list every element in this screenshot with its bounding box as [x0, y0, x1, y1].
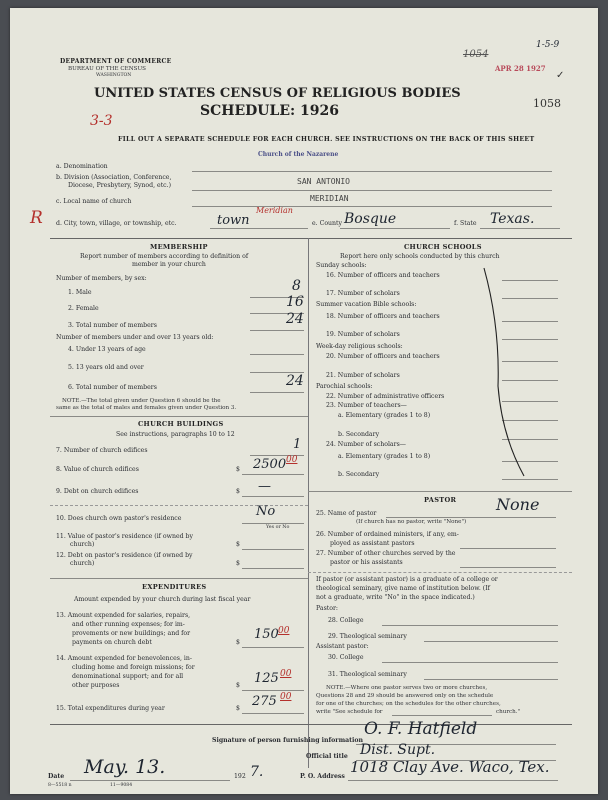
q12-label: 12. Debt on pastor's residence (if owned by — [56, 552, 193, 559]
pastor-name-value: None — [496, 495, 540, 514]
q15-label: 15. Total expenditures during year — [56, 705, 165, 712]
q28-label: 28. College — [328, 617, 364, 624]
q7-label: 7. Number of church edifices — [56, 447, 148, 454]
q3-label: 3. Total number of members — [68, 322, 157, 329]
q24-label: 24. Number of scholars— — [326, 441, 406, 448]
date-label: Date — [48, 773, 65, 780]
q6-value: 24 — [286, 373, 304, 389]
local-name-value: MERIDIAN — [310, 194, 349, 203]
state-label: f. State — [454, 220, 477, 227]
q14-value: 125 — [254, 671, 279, 686]
form-title: UNITED STATES CENSUS OF RELIGIOUS BODIES — [94, 86, 461, 101]
q10-value: No — [256, 504, 276, 519]
q11-label-2: church) — [70, 541, 95, 548]
q4-label: 4. Under 13 years of age — [68, 346, 146, 353]
q27-label: 27. Number of other churches served by the — [316, 550, 456, 557]
top-date: 1-5-9 — [536, 40, 560, 50]
q18-label: 18. Number of officers and teachers — [326, 313, 440, 320]
q15-cents: 00 — [280, 692, 292, 702]
signature-value: O. F. Hatfield — [364, 719, 478, 739]
q8-value: 2500 — [253, 457, 287, 472]
q9-label: 9. Debt on church edifices — [56, 488, 139, 495]
membership-note: NOTE.—The total given under Question 6 should be the — [62, 398, 221, 404]
year-value: 7. — [250, 764, 264, 780]
state-value: Texas. — [490, 211, 535, 227]
q3-value: 24 — [286, 311, 304, 327]
q22-label: 22. Number of administrative officers — [326, 393, 445, 400]
q8-label: 8. Value of church edifices — [56, 466, 139, 473]
by-sex: Number of members, by sex: — [56, 275, 147, 282]
age-header: Number of members under and over 13 years old: — [56, 334, 214, 341]
q21-label: 21. Number of scholars — [326, 372, 400, 379]
schedule-number: 1058 — [533, 97, 561, 110]
strike-line — [480, 266, 540, 480]
year-prefix: 192 — [234, 773, 246, 780]
q10-label: 10. Does church own pastor's residence — [56, 515, 182, 522]
city-value: town — [217, 213, 250, 228]
q13-cents: 00 — [278, 626, 290, 636]
bureau: BUREAU OF THE CENSUS — [68, 66, 147, 72]
q9-value: — — [258, 479, 271, 494]
department: DEPARTMENT OF COMMERCE — [60, 58, 172, 65]
washington: WASHINGTON — [96, 73, 132, 78]
division-label-2: Diocese, Presbytery, Synod, etc.) — [68, 182, 172, 189]
received-stamp: APR 28 1927 — [495, 64, 546, 73]
q2-value: 16 — [286, 294, 304, 310]
expenditures-title: EXPENDITURES — [142, 583, 207, 591]
city-insert: Meridian — [256, 206, 293, 215]
official-title-label: Official title — [306, 753, 348, 760]
buildings-title: CHURCH BUILDINGS — [138, 420, 224, 428]
q20-label: 20. Number of officers and teachers — [326, 353, 440, 360]
q2-label: 2. Female — [68, 305, 99, 312]
pastor-title: PASTOR — [424, 496, 457, 504]
q12-label-2: church) — [70, 560, 95, 567]
q29-label: 29. Theological seminary — [328, 633, 407, 640]
census-schedule: 1054 1-5-9 APR 28 1927 ✓ 1058 DEPARTMENT OF COMMERCE BUREAU OF THE CENSUS WASHINGTON UNITED STATES CENSUS OF RELIGIOUS BODIES SCHEDULE: 1926 3-3 FILL OUT A SEPARATE SCHEDULE FOR EACH CHURCH. SEE INSTRUCTIONS ON THE BACK OF THIS SHEET Church of the Nazarene a. Denomination b. Division (Association, Conference, Diocese, Presbytery, Synod, etc.) SAN ANTONIO c. Local name of church MERIDIAN R d. City, town, village, or township, etc. town Meridian e. County Bosque f. State Texas. MEMBERSHIP Report number of members according to definition of member in your church Number of members, by sex: 1. Male 8 2. Female 16 3. Total number of members 24 Number of members under and over 13 years old: 4. Under 13 years of age 5. 13 years old and over 6. Total number of members 24 NOTE.—The total given under Question 6 should be the same as the total of males and females given under Question 3. CHURCH BUILDINGS See instructions, paragraphs 10 to 12 7. Number of church edifices 1 8. Value of church edifices $ 2500 00 9. Debt on church edifices $ — 10. Does church own pastor's residence No Yes or No 11. Value of pastor's residence (if owned by church) $ 12. Debt on pastor's residence (if owned by church) $ EXPENDITURES Amount expended by your church during last fiscal year 13. Amount expended for salaries, repairs, and other running expenses; for im- provements or new buildings; and for payments on church debt $ 150 00 14. Amount expended for benevolences, in- cluding home and foreign missions; for denominational support; and for all other purposes $ 125 00 15. Total expenditures during year $ 275 00 CHURCH SCHOOLS Report here only schools conducted by this church Sunday schools: 16. Number of officers and teachers 17. Number of scholars Summer vacation Bible schools: 18. Number of officers and teachers 19. Number of scholars Week-day religious schools: 20. Number of officers and teachers 21. Number of scholars Parochial schools: 22. Number of administrative officers 23. Number of teachers— a. Elementary (grades 1 to 8) b. Secondary 24. Number of scholars— a. Elementary (grades 1 to 8) b. Secondary PASTOR 25. Name of pastor None (If church has no pastor, write "None") 26. Number of ordained ministers, if any, em- ployed as assistant pastors 27. Number of other churches served by the pastor or his assistants If pastor (or assistant pastor) is a graduate of a college or theological seminary, give name of institution below. (If not a graduate, write "No" in the space indicated.) Pastor: 28. College 29. Theological seminary Assistant pastor: 30. College 31. Theological seminary NOTE.—Where one pastor serves two or more churches, Questions 28 and 29 should be answered only on the schedule for one of the churches; on the schedules for the other churches, write "See schedule for church." Signature of person furnishing information O. F. Hatfield Official title Dist. Supt. Date May. 13. 192 7. P. O. Address 1018 Clay Ave. Waco, Tex. 8—5518 n 11—9084 — [10, 8, 598, 794]
form-number: 8—5518 n — [48, 783, 72, 788]
denomination-stamp: Church of the Nazarene — [258, 151, 339, 158]
q23-label: 23. Number of teachers— — [326, 402, 407, 409]
q6-label: 6. Total number of members — [68, 384, 157, 391]
membership-sub: Report number of members according to definition of — [80, 253, 249, 260]
q8-cents: 00 — [286, 455, 298, 465]
q5-label: 5. 13 years old and over — [68, 364, 144, 371]
membership-sub2: member in your church — [132, 261, 206, 268]
membership-title: MEMBERSHIP — [150, 243, 208, 251]
schedule-year: SCHEDULE: 1926 — [200, 103, 340, 119]
membership-note-2: same as the total of males and females given under Question 3. — [56, 405, 237, 411]
buildings-sub: See instructions, paragraphs 10 to 12 — [116, 431, 235, 438]
q11-label: 11. Value of pastor's residence (if owned by — [56, 533, 193, 540]
division-value: SAN ANTONIO — [297, 177, 350, 186]
q16-label: 16. Number of officers and teachers — [326, 272, 440, 279]
po-label: P. O. Address — [300, 773, 345, 780]
q13-label: 13. Amount expended for salaries, repairs, — [56, 612, 191, 619]
po-value: 1018 Clay Ave. Waco, Tex. — [350, 758, 550, 776]
q17-label: 17. Number of scholars — [326, 290, 400, 297]
official-title-value: Dist. Supt. — [360, 742, 436, 758]
county-value: Bosque — [344, 211, 397, 227]
q1-value: 8 — [292, 278, 301, 294]
schools-title: CHURCH SCHOOLS — [404, 243, 482, 251]
county-label: e. County — [312, 220, 343, 227]
r-mark: R — [30, 208, 43, 228]
schools-sub: Report here only schools conducted by this church — [340, 253, 500, 260]
check-mark: ✓ — [556, 70, 565, 81]
q31-label: 31. Theological seminary — [328, 671, 407, 678]
q15-value: 275 — [252, 694, 277, 709]
code-mark: 3-3 — [90, 113, 113, 129]
date-value: May. 13. — [84, 756, 166, 778]
q13-value: 150 — [254, 627, 279, 642]
q25-label: 25. Name of pastor — [316, 510, 377, 517]
expenditures-sub: Amount expended by your church during last fiscal year — [74, 596, 251, 603]
instructions-line: FILL OUT A SEPARATE SCHEDULE FOR EACH CHURCH. SEE INSTRUCTIONS ON THE BACK OF THIS SHEET — [118, 136, 535, 143]
local-name-label: c. Local name of church — [56, 198, 132, 205]
q1-label: 1. Male — [68, 289, 92, 296]
q19-label: 19. Number of scholars — [326, 331, 400, 338]
struck-serial: 1054 — [463, 49, 489, 60]
form-number-2: 11—9084 — [110, 783, 133, 788]
q14-label: 14. Amount expended for benevolences, in- — [56, 655, 192, 662]
q14-cents: 00 — [280, 669, 292, 679]
city-label: d. City, town, village, or township, etc. — [56, 220, 177, 227]
division-label: b. Division (Association, Conference, — [56, 174, 172, 181]
yes-no-hint: Yes or No — [266, 525, 290, 530]
q26-label: 26. Number of ordained ministers, if any, em- — [316, 531, 459, 538]
q30-label: 30. College — [328, 654, 364, 661]
q7-value: 1 — [293, 437, 302, 452]
denomination-label: a. Denomination — [56, 163, 108, 170]
signature-label: Signature of person furnishing information — [212, 737, 363, 744]
